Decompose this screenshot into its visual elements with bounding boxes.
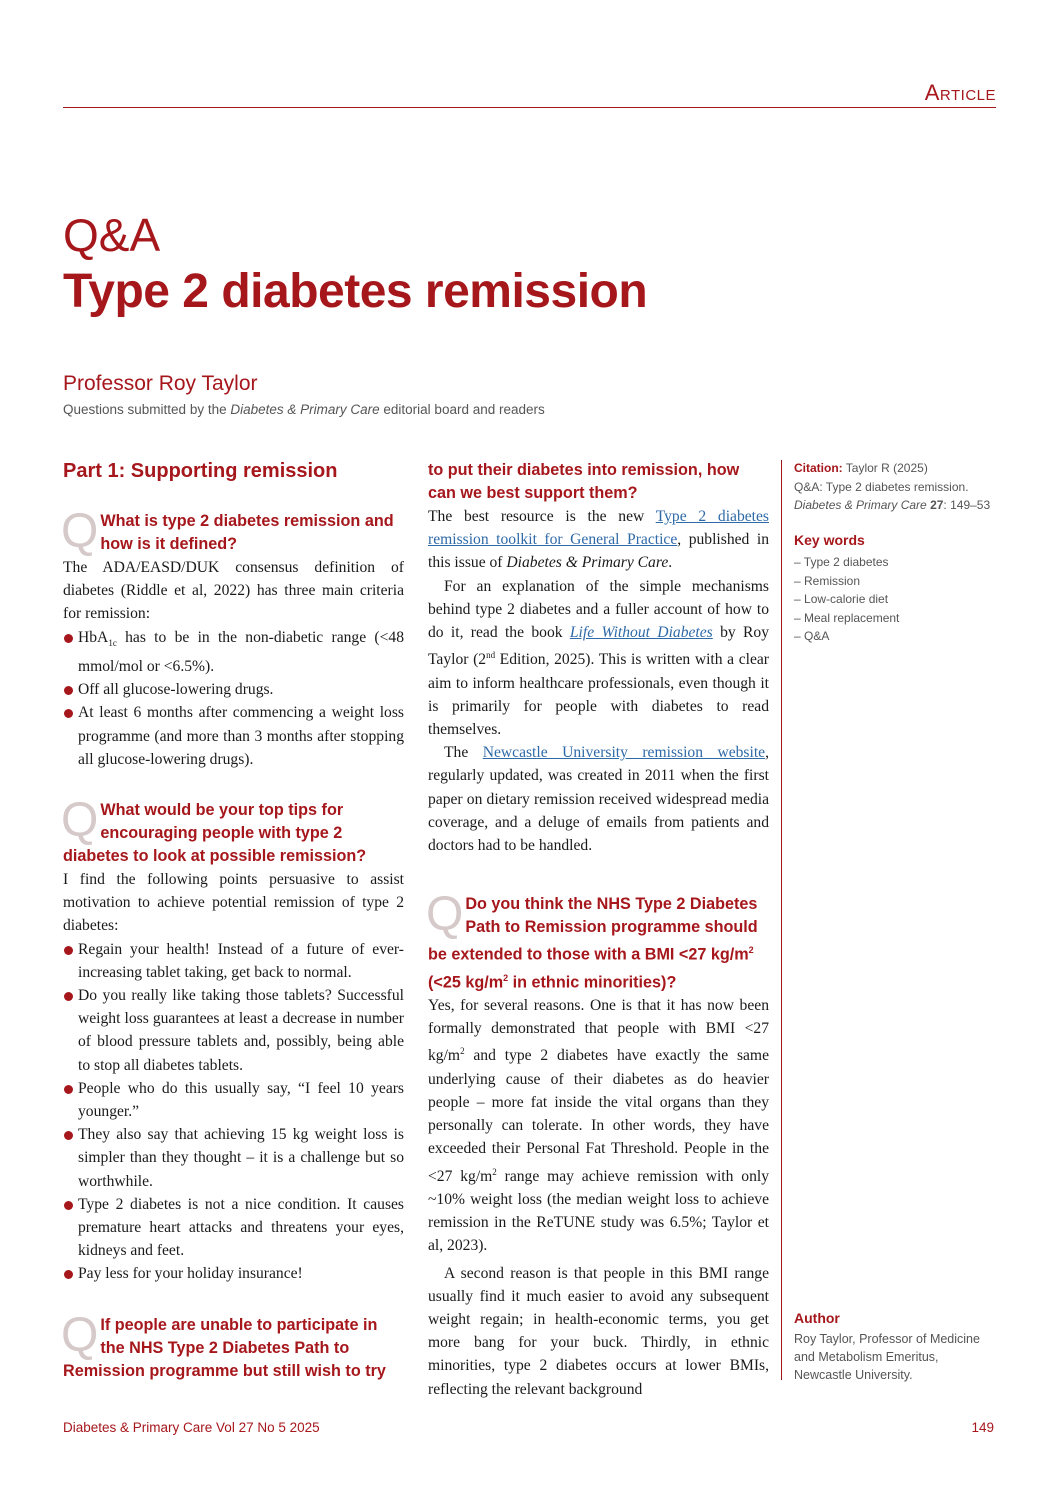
book-link[interactable]: Life Without Diabetes	[569, 624, 713, 642]
answer-paragraph	[428, 994, 769, 1258]
text: For an explanation of the simple mechanisms behind type 2 diabetes and a fuller account of how to do it, read the book	[428, 577, 769, 642]
superscript: nd	[486, 650, 496, 661]
keywords-list	[794, 553, 999, 646]
superscript: 2	[460, 1046, 465, 1057]
citation-title: Q&A: Type 2 diabetes remission.	[794, 479, 969, 494]
section-label: Article	[924, 80, 996, 105]
question-text: (<25 kg/m	[428, 973, 504, 992]
article-title: Type 2 diabetes remission	[63, 265, 648, 318]
byline-journal: Diabetes & Primary Care	[230, 402, 380, 417]
citation-source	[794, 496, 999, 515]
list-item	[63, 626, 404, 679]
criteria-list	[63, 626, 404, 771]
list-item: Regain your health! Instead of a future of ever-increasing tablet taking, get back to normal.	[63, 938, 404, 984]
answer-paragraph: The ADA/EASD/DUK consensus definition of diabetes (Riddle et al, 2022) has three main criteria for remission:	[63, 559, 404, 623]
text: and type 2 diabetes have exactly the same underlying cause of their diabetes as do heavier people – more fat inside the vital organs than they personally can tolerate. In other words, they have exceeded their Personal Fat Threshold. People in the <27 kg/m	[428, 1047, 769, 1185]
text: Edition, 2025). This is written with a clear aim to inform healthcare professionals, even though it is primarily for people with diabetes to read themselves.	[428, 651, 769, 739]
q-mark-icon: Q	[61, 1308, 99, 1362]
question-text: What would be your top tips for encouraging people with type 2 diabetes to look at possible remission?	[63, 800, 367, 865]
text: Yes, for several reasons. One is that it has now been formally demonstrated that people with BMI <27 kg/m	[428, 997, 769, 1065]
text: , published in this issue of	[428, 531, 770, 572]
superscript: 2	[748, 945, 754, 956]
question-4	[426, 888, 769, 994]
author-affiliation: Roy Taylor, Professor of Medicine and Metabolism Emeritus, Newcastle University.	[794, 1332, 980, 1382]
list-item: At least 6 months after commencing a weight loss programme (and more than 3 months after stopping all glucose-lowering drugs).	[63, 701, 404, 771]
question-text: What is type 2 diabetes remission and how is it defined?	[100, 512, 394, 553]
toolkit-link[interactable]: Type 2 diabetes remission toolkit for General Practice	[428, 508, 769, 549]
answer-paragraph	[428, 741, 769, 857]
citation	[794, 459, 999, 478]
citation-volume: 27	[930, 498, 944, 512]
list-item: People who do this usually say, “I feel 10 years younger.”	[63, 1077, 404, 1123]
question-text: Do you think the NHS Type 2 Diabetes Path to Remission programme should be extended to those with a BMI <27 kg/m	[428, 895, 758, 964]
keywords-heading: Key words	[794, 531, 865, 548]
part-heading: Part 1: Supporting remission	[63, 460, 338, 482]
question-3-continued: to put their diabetes into remission, how can we best support them?	[428, 461, 740, 502]
journal-name: Diabetes & Primary Care	[506, 554, 669, 572]
page-number: 149	[971, 1420, 994, 1435]
question-2	[61, 793, 404, 868]
footer-journal: Diabetes & Primary Care Vol 27 No 5 2025	[63, 1420, 320, 1435]
q-mark-icon: Q	[61, 505, 99, 558]
byline-text: Questions submitted by the	[63, 402, 231, 417]
author-heading: Author	[794, 1310, 840, 1326]
superscript: 2	[492, 1166, 497, 1177]
citation-pages: : 149–53	[943, 498, 991, 512]
keyword-item: – Type 2 diabetes	[794, 553, 999, 572]
citation-text: Taylor R (2025)	[845, 461, 928, 475]
byline	[63, 402, 545, 417]
text: , regularly updated, was created in 2011 when the first paper on dietary remission received widespread media coverage, and a deluge of emails from patients and doctors had to be handled.	[428, 744, 769, 855]
keyword-item: – Low-calorie diet	[794, 590, 999, 609]
answer-paragraph: A second reason is that people in this BMI range usually find it much easier to avoid any subsequent weight regain; in health-economic terms, you get more bang for your buck. Thirdly, in ethnic minorities, type 2 diabetes occurs at lower BMIs, reflecting the relevant background	[428, 1264, 769, 1398]
column-rule	[781, 460, 782, 1380]
header-rule	[63, 107, 996, 108]
keyword-item: – Q&A	[794, 627, 999, 646]
q-mark-icon: Q	[426, 888, 464, 942]
answer-paragraph: I find the following points persuasive to assist motivation to achieve potential remission of type 2 diabetes:	[63, 870, 404, 935]
question-3	[61, 1308, 404, 1383]
text: The best resource is the new	[428, 508, 656, 525]
author-name: Professor Roy Taylor	[63, 372, 258, 395]
q-mark-icon: Q	[61, 793, 99, 847]
text: .	[668, 554, 673, 572]
website-link[interactable]: Newcastle University remission website	[482, 744, 766, 762]
superscript: 2	[503, 972, 509, 983]
question-text: If people are unable to participate in the NHS Type 2 Diabetes Path to Remission programme but still wish to try	[63, 1315, 386, 1380]
byline-text-end: editorial board and readers	[379, 402, 545, 417]
sidebar	[794, 459, 999, 646]
list-item: Off all glucose-lowering drugs.	[63, 678, 404, 701]
hba-text-end: has to be in the non-diabetic range (<48 mmol/mol or <6.5%).	[78, 628, 404, 675]
hba-text: HbA	[78, 628, 109, 646]
column-2	[428, 458, 769, 1401]
text: The	[444, 744, 483, 762]
citation-journal: Diabetes & Primary Care	[794, 498, 927, 512]
answer-paragraph	[428, 505, 769, 575]
column-1	[63, 458, 404, 1383]
answer-paragraph	[428, 575, 769, 742]
citation-label: Citation:	[794, 461, 843, 475]
list-item: They also say that achieving 15 kg weight loss is simpler than they thought – it is a challenge but so worthwhile.	[63, 1123, 404, 1193]
question-text: in ethnic minorities)?	[508, 973, 677, 992]
text: range may achieve remission with only ~10% weight loss (the median weight loss to achieve remission in the ReTUNE study was 6.5%; Taylor et al, 2023).	[428, 1167, 769, 1255]
keyword-item: – Meal replacement	[794, 609, 999, 628]
list-item: Type 2 diabetes is not a nice condition. It causes premature heart attacks and threatens your eyes, kidneys and feet.	[63, 1193, 404, 1263]
text: by Roy Taylor (2	[428, 624, 769, 669]
question-1	[61, 505, 404, 558]
list-item: Do you really like taking those tablets? Successful weight loss guarantees at least a decrease in number of blood pressure tablets and, possibly, being able to stop all diabetes tablets.	[63, 984, 404, 1077]
keyword-item: – Remission	[794, 572, 999, 591]
author-box	[794, 1309, 999, 1384]
title-kicker: Q&A	[63, 209, 161, 261]
tips-list	[63, 938, 404, 1286]
list-item: Pay less for your holiday insurance!	[63, 1262, 404, 1285]
hba-sub: 1c	[108, 637, 117, 648]
